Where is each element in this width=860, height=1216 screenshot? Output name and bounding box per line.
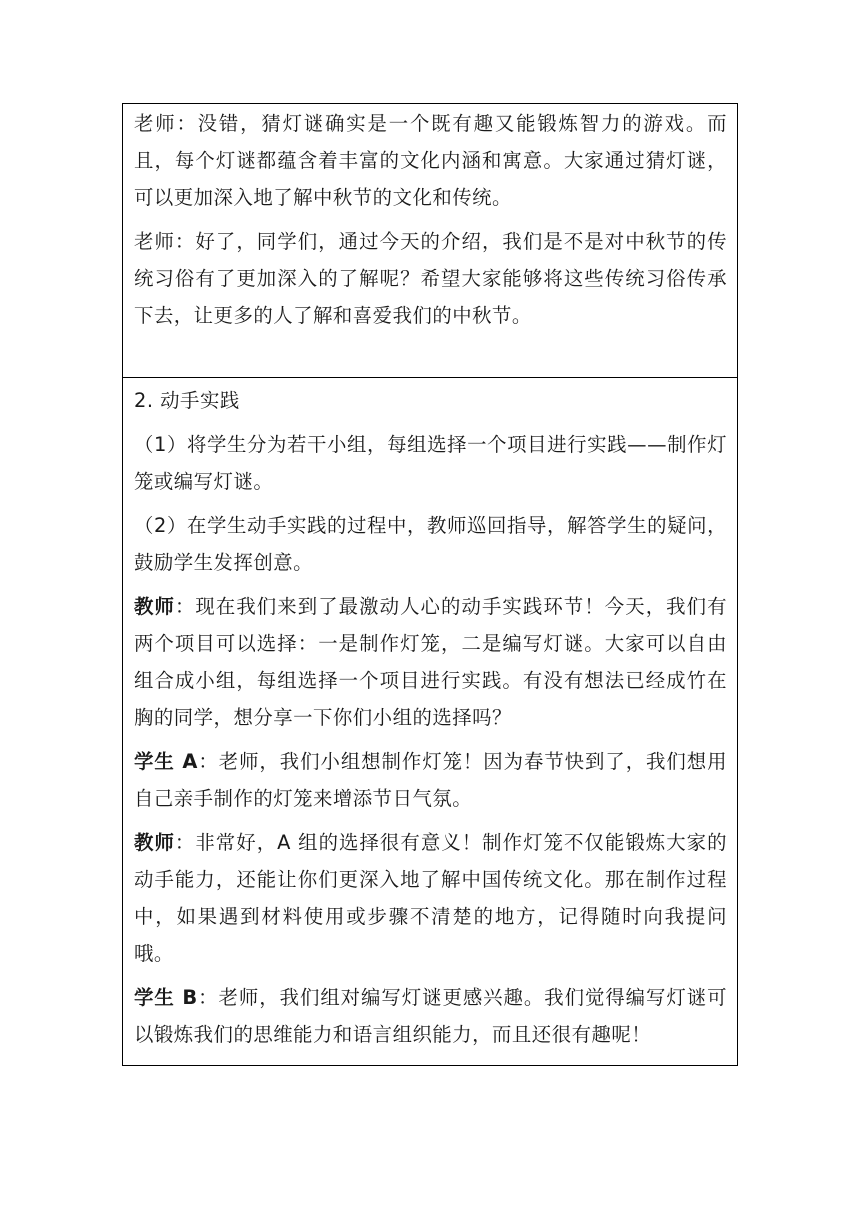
- speaker-label: 学生 B: [134, 986, 198, 1009]
- teacher-paragraph-conclusion: 老师：好了，同学们，通过今天的介绍，我们是不是对中秋节的传统习俗有了更加深入的了解呢？希望大家能够将这些传统习俗传承下去，让更多的人了解和喜爱我们的中秋节。: [134, 230, 727, 327]
- dialogue-text: ：老师，我们组对编写灯谜更感兴趣。我们觉得编写灯谜可以锻炼我们的思维能力和语言组织能力，而且还很有趣呢！: [134, 986, 728, 1046]
- speaker-label: 教师: [134, 831, 175, 854]
- speaker-label: 学生 A: [134, 750, 198, 773]
- dialogue-line: [134, 588, 727, 736]
- dialogue-line: [134, 979, 727, 1053]
- section-heading: 2. 动手实践: [134, 389, 240, 412]
- dialogue-line: [134, 824, 727, 972]
- teacher-paragraph-riddles: 老师：没错，猜灯谜确实是一个既有趣又能锻炼智力的游戏。而且，每个灯谜都蕴含着丰富的文化内涵和寓意。大家通过猜灯谜，可以更加深入地了解中秋节的文化和传统。: [134, 112, 727, 209]
- step-2: （2）在学生动手实践的过程中，教师巡回指导，解答学生的疑问，鼓励学生发挥创意。: [134, 514, 727, 574]
- dialogue-text: ：现在我们来到了最激动人心的动手实践环节！今天，我们有两个项目可以选择：一是制作灯笼，二是编写灯谜。大家可以自由组合成小组，每组选择一个项目进行实践。有没有想法已经成竹在胸的同学，想分享一下你们小组的选择吗？: [134, 595, 727, 729]
- dialogue-text: ：非常好，A 组的选择很有意义！制作灯笼不仅能锻炼大家的动手能力，还能让你们更深入地了解中国传统文化。那在制作过程中，如果遇到材料使用或步骤不清楚的地方，记得随时向我提问哦。: [134, 831, 727, 965]
- speaker-label: 教师: [134, 595, 175, 618]
- dialogue-text: ：老师，我们小组想制作灯笼！因为春节快到了，我们想用自己亲手制作的灯笼来增添节日气氛。: [134, 750, 727, 810]
- lesson-table: [122, 103, 738, 1066]
- table-cell-hands-on-practice: [123, 377, 737, 1065]
- table-cell-dialogue-summary: [123, 104, 737, 377]
- step-1: （1）将学生分为若干小组，每组选择一个项目进行实践——制作灯笼或编写灯谜。: [134, 433, 727, 493]
- dialogue-line: [134, 743, 727, 817]
